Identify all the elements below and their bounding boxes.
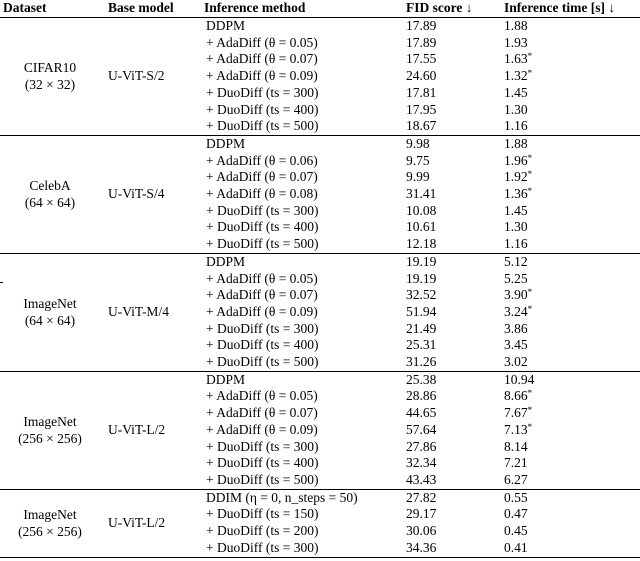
- table-group: [0, 18, 640, 136]
- time-cell: [504, 85, 640, 102]
- asterisk-marker: *: [527, 405, 533, 416]
- base-model-cell: U-ViT-L/2: [100, 371, 204, 489]
- time-value: 6.27: [504, 471, 528, 487]
- fid-cell: 9.75: [406, 152, 430, 168]
- method-cell: + DuoDiff (ts = 400): [206, 219, 319, 235]
- time-cell: [504, 455, 640, 472]
- method-cell: + DuoDiff (ts = 500): [204, 472, 406, 489]
- fid-cell: 57.64: [406, 421, 437, 437]
- time-value: 1.45: [504, 84, 528, 100]
- time-value: 1.96: [504, 152, 528, 168]
- method-cell: + AdaDiff (θ = 0.07): [206, 287, 318, 303]
- dataset-name: ImageNet: [23, 296, 77, 312]
- asterisk-marker: *: [527, 287, 533, 298]
- asterisk-marker: *: [527, 51, 533, 62]
- time-cell: [504, 337, 640, 354]
- time-value: 7.21: [504, 455, 528, 471]
- time-value: 0.55: [504, 489, 528, 505]
- time-cell: [504, 35, 640, 52]
- asterisk-marker: *: [527, 421, 533, 432]
- base-model-cell: U-ViT-S/4: [100, 135, 204, 253]
- time-cell: [504, 388, 640, 405]
- time-cell: [504, 135, 640, 152]
- dataset-cell: [0, 253, 100, 371]
- fid-cell: 10.61: [406, 219, 437, 235]
- fid-cell: 17.89: [406, 34, 437, 50]
- fid-cell: 28.86: [406, 388, 437, 404]
- table-row: [0, 489, 640, 506]
- fid-cell: 17.81: [406, 84, 437, 100]
- method-cell: + AdaDiff (θ = 0.07): [206, 169, 318, 185]
- time-value: 5.25: [504, 270, 528, 286]
- time-value: 1.88: [504, 135, 528, 151]
- header-dataset: Dataset: [0, 0, 100, 18]
- dataset-cell: [0, 371, 100, 489]
- time-cell: [504, 153, 640, 170]
- time-cell: [504, 422, 640, 439]
- method-cell: + DuoDiff (ts = 400): [206, 455, 319, 471]
- asterisk-marker: *: [527, 388, 533, 399]
- fid-cell: 10.08: [406, 202, 437, 218]
- time-cell: [504, 405, 640, 422]
- method-cell: + AdaDiff (θ = 0.05): [206, 388, 318, 404]
- time-value: 1.93: [504, 34, 528, 50]
- time-cell: [504, 321, 640, 338]
- time-value: 3.90: [504, 287, 528, 303]
- time-cell: [504, 472, 640, 489]
- method-cell: + AdaDiff (θ = 0.05): [206, 34, 318, 50]
- fid-cell: 34.36: [406, 540, 504, 557]
- time-value: 10.94: [504, 371, 535, 387]
- fid-cell: 25.38: [406, 371, 437, 387]
- method-cell: DDPM: [206, 18, 246, 33]
- time-value: 1.32: [504, 68, 528, 84]
- time-cell: [504, 102, 640, 119]
- time-cell: [504, 489, 640, 506]
- time-cell: [504, 540, 640, 557]
- table-group: [0, 489, 640, 557]
- method-cell: DDPM: [206, 371, 246, 387]
- time-value: 3.45: [504, 337, 528, 353]
- time-cell: [504, 169, 640, 186]
- asterisk-marker: *: [527, 68, 533, 79]
- fid-cell: 29.17: [406, 506, 437, 522]
- method-cell: + AdaDiff (θ = 0.06): [206, 152, 318, 168]
- dataset-name: ImageNet: [23, 414, 77, 430]
- method-cell: + DuoDiff (ts = 300): [206, 438, 319, 454]
- fid-cell: 18.67: [406, 118, 504, 135]
- table-row: [0, 135, 640, 152]
- method-cell: DDPM: [206, 253, 246, 269]
- time-value: 5.12: [504, 253, 528, 269]
- dataset-cell: [0, 135, 100, 253]
- base-model-cell: U-ViT-M/4: [100, 253, 204, 371]
- time-cell: [504, 253, 640, 270]
- method-cell: + DuoDiff (ts = 300): [206, 202, 319, 218]
- dataset-name: CIFAR10: [23, 60, 77, 76]
- time-cell: [504, 68, 640, 85]
- fid-cell: 17.55: [406, 51, 437, 67]
- fid-cell: 44.65: [406, 405, 437, 421]
- time-cell: [504, 236, 640, 253]
- method-cell: + DuoDiff (ts = 500): [204, 236, 406, 253]
- table-group: [0, 371, 640, 489]
- time-value: 1.16: [504, 118, 528, 134]
- time-value: 7.13: [504, 421, 528, 437]
- fid-cell: 31.41: [406, 186, 437, 202]
- header-base-model: Base model: [100, 0, 204, 18]
- time-value: 3.86: [504, 320, 528, 336]
- table-group: [0, 253, 640, 371]
- fid-cell: 17.95: [406, 101, 437, 117]
- time-value: 3.02: [504, 354, 528, 370]
- header-inference-method: Inference method: [204, 0, 406, 18]
- fid-cell: 30.06: [406, 523, 437, 539]
- time-cell: [504, 439, 640, 456]
- time-value: 0.47: [504, 506, 528, 522]
- time-value: 1.63: [504, 51, 528, 67]
- base-model-cell: U-ViT-S/2: [100, 18, 204, 136]
- asterisk-marker: *: [527, 186, 533, 197]
- fid-cell: 19.19: [406, 270, 437, 286]
- fid-cell: 24.60: [406, 68, 437, 84]
- time-value: 8.14: [504, 438, 528, 454]
- dataset-resolution: (64 × 64): [24, 195, 76, 211]
- time-cell: [504, 304, 640, 321]
- method-cell: + DuoDiff (ts = 200): [206, 523, 319, 539]
- method-cell: DDIM (η = 0, n_steps = 50): [206, 489, 358, 505]
- table-group: [0, 135, 640, 253]
- dataset-resolution: (32 × 32): [24, 77, 76, 93]
- method-cell: + AdaDiff (θ = 0.07): [206, 405, 318, 421]
- method-cell: + DuoDiff (ts = 400): [206, 337, 319, 353]
- table-row: [0, 253, 640, 270]
- asterisk-marker: *: [527, 303, 533, 314]
- fid-cell: 12.18: [406, 236, 504, 253]
- fid-cell: 19.19: [406, 253, 437, 269]
- fid-cell: 9.98: [406, 135, 430, 151]
- fid-cell: 25.31: [406, 337, 437, 353]
- method-cell: DDPM: [206, 135, 246, 151]
- method-cell: + AdaDiff (θ = 0.08): [206, 186, 318, 202]
- header-fid-score: FID score ↓: [406, 0, 504, 18]
- dataset-name: ImageNet: [23, 507, 77, 523]
- time-cell: [504, 287, 640, 304]
- header-row: [0, 0, 640, 18]
- time-value: 8.66: [504, 388, 528, 404]
- asterisk-marker: *: [527, 152, 533, 163]
- time-cell: [504, 118, 640, 135]
- time-cell: [504, 371, 640, 388]
- time-cell: [504, 271, 640, 288]
- fid-cell: 31.26: [406, 354, 504, 371]
- time-value: 1.88: [504, 18, 528, 33]
- base-model-cell: U-ViT-L/2: [100, 489, 204, 557]
- time-value: 3.24: [504, 303, 528, 319]
- method-cell: + AdaDiff (θ = 0.05): [206, 270, 318, 286]
- dataset-cell: [0, 18, 100, 136]
- dataset-name: CelebA: [29, 178, 71, 194]
- method-cell: + DuoDiff (ts = 500): [204, 354, 406, 371]
- time-value: 1.30: [504, 101, 528, 117]
- time-value: 1.16: [504, 236, 528, 252]
- time-cell: [504, 523, 640, 540]
- dataset-resolution: (64 × 64): [24, 313, 76, 329]
- time-value: 1.92: [504, 169, 528, 185]
- dataset-resolution: (256 × 256): [18, 524, 82, 540]
- time-cell: [504, 354, 640, 371]
- method-cell: + AdaDiff (θ = 0.07): [206, 51, 318, 67]
- header-inference-time: Inference time [s] ↓: [504, 0, 640, 18]
- method-cell: + DuoDiff (ts = 300): [206, 84, 319, 100]
- time-cell: [504, 18, 640, 35]
- method-cell: + DuoDiff (ts = 150): [206, 506, 319, 522]
- time-value: 0.45: [504, 523, 528, 539]
- method-cell: + DuoDiff (ts = 300): [206, 320, 319, 336]
- method-cell: + DuoDiff (ts = 500): [204, 118, 406, 135]
- time-cell: [504, 203, 640, 220]
- asterisk-marker: *: [527, 169, 533, 180]
- fid-cell: 27.86: [406, 438, 437, 454]
- table-row: [0, 371, 640, 388]
- fid-cell: 32.52: [406, 287, 437, 303]
- dataset-cell: [0, 489, 100, 557]
- time-cell: [504, 186, 640, 203]
- time-cell: [504, 219, 640, 236]
- method-cell: + AdaDiff (θ = 0.09): [206, 421, 318, 437]
- time-value: 1.36: [504, 186, 528, 202]
- fid-cell: 27.82: [406, 489, 437, 505]
- time-value: 7.67: [504, 405, 528, 421]
- fid-cell: 9.99: [406, 169, 430, 185]
- time-cell: [504, 506, 640, 523]
- fid-cell: 32.34: [406, 455, 437, 471]
- dataset-resolution: (256 × 256): [18, 431, 82, 447]
- time-cell: [504, 51, 640, 68]
- fid-cell: 21.49: [406, 320, 437, 336]
- method-cell: + DuoDiff (ts = 400): [206, 101, 319, 117]
- fid-cell: 51.94: [406, 303, 437, 319]
- method-cell: + DuoDiff (ts = 300): [204, 540, 406, 557]
- method-cell: + AdaDiff (θ = 0.09): [206, 303, 318, 319]
- table-row: [0, 18, 640, 35]
- time-value: 1.30: [504, 219, 528, 235]
- fid-cell: 43.43: [406, 472, 504, 489]
- fid-cell: 17.89: [406, 18, 437, 33]
- method-cell: + AdaDiff (θ = 0.09): [206, 68, 318, 84]
- time-value: 1.45: [504, 202, 528, 218]
- time-value: 0.41: [504, 539, 528, 555]
